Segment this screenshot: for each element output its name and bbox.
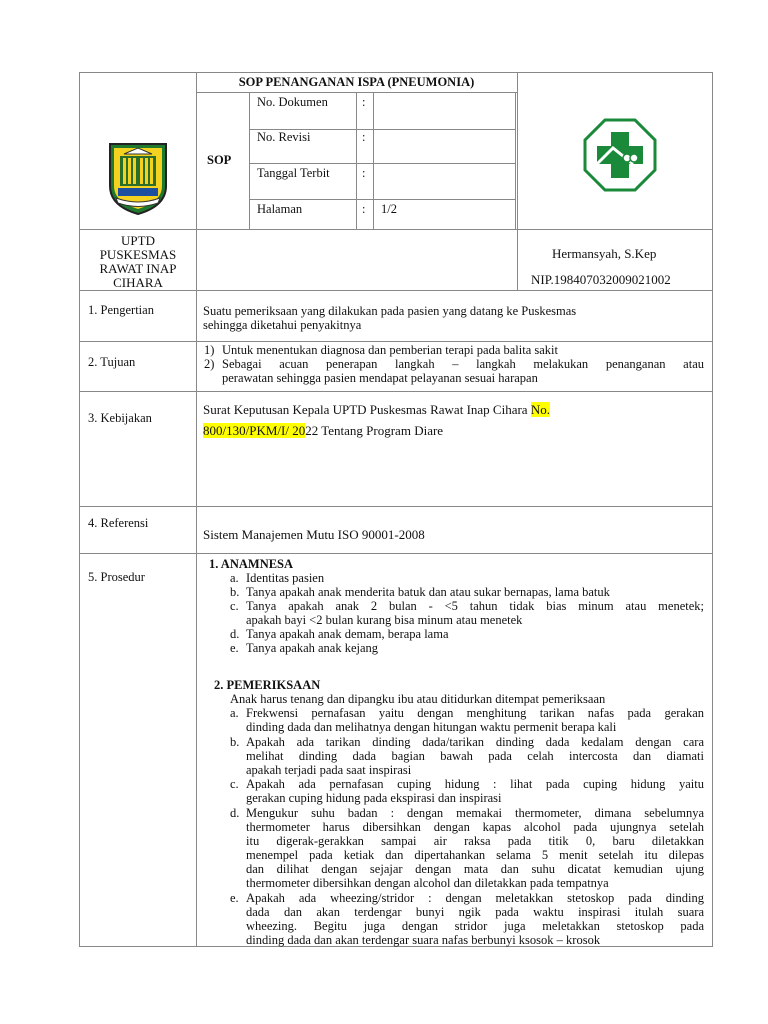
pemeriksaan-intro: Anak harus tenang dan dipangku ibu atau ditidurkan ditempat pemeriksaan <box>230 692 606 706</box>
text-segment: 22 Tentang Program Diare <box>305 423 444 438</box>
text-line: gerakan cuping hidung pada ekspirasi dan inspirasi <box>246 791 502 805</box>
text-line: menempel pada ketiak dan dipertahankan selama 5 menit setelah itu dilepas <box>246 848 704 862</box>
sop-label: SOP <box>207 153 232 167</box>
org-name <box>80 234 196 290</box>
text-line: melihat dinding dada bagian bawah pada celah intercosta dan diamati <box>246 749 704 763</box>
text-line: Tanya apakah anak demam, berapa lama <box>246 627 449 641</box>
org-line: CIHARA <box>113 275 163 290</box>
label-tujuan: 2. Tujuan <box>88 355 136 369</box>
label-prosedur: 5. Prosedur <box>88 570 145 584</box>
field-label-tanggal-terbit: Tanggal Terbit <box>257 166 330 180</box>
field-colon: : <box>362 130 366 144</box>
field-label-no-dokumen: No. Dokumen <box>257 95 328 109</box>
pengertian-text <box>203 304 703 332</box>
text-line: Tanya apakah anak 2 bulan - <5 tahun tidak bias minum atau menetek; <box>246 599 704 613</box>
highlighted-text: 800/130/PKM/I/ 20 <box>203 423 306 438</box>
list-letter: d. <box>230 627 240 641</box>
regency-crest-icon <box>104 140 172 216</box>
text-line: perawatan sehingga pasien mendapat pelayanan sesuai harapan <box>222 371 538 385</box>
text-line: dan dilihat dengan sejajar dengan mata dan suhu dicatat kemudian ujung <box>246 862 704 876</box>
text-line: Mengukur suhu badan : dengan memakai thermometer, dimana sebelumnya <box>246 806 704 820</box>
list-letter: c. <box>230 777 239 791</box>
org-line: UPTD <box>121 233 155 248</box>
text-line: Frekwensi pernafasan yaitu dengan menghitung tarikan nafas pada gerakan <box>246 706 704 720</box>
anamnesa-heading: 1. ANAMNESA <box>209 557 294 571</box>
text-line: Apakah ada wheezing/stridor : dengan meletakkan stetoskop pada dinding <box>246 891 704 905</box>
list-letter: d. <box>230 806 240 820</box>
text-line: itu digerak-gerakkan sampai air raksa pada titik 0, baru diletakkan <box>246 834 704 848</box>
field-label-no-revisi: No. Revisi <box>257 130 311 144</box>
label-referensi: 4. Referensi <box>88 516 149 530</box>
list-letter: a. <box>230 706 239 720</box>
list-letter: b. <box>230 735 240 749</box>
text-line: apakah terjadi pada saat inspirasi <box>246 763 412 777</box>
signer-name: Hermansyah, S.Kep <box>552 246 657 261</box>
text-line: Identitas pasien <box>246 571 325 585</box>
label-pengertian: 1. Pengertian <box>88 303 154 317</box>
text-line: dada dan akan terdengar bunyi ngik pada waktu inspirasi itulah suara <box>246 905 704 919</box>
org-line: RAWAT INAP <box>99 261 177 276</box>
field-label-halaman: Halaman <box>257 202 303 216</box>
text-line: Apakah ada pernafasan cuping hidung : lihat pada cuping hidung yaitu <box>246 777 704 791</box>
text-line: thermometer dibersihkan dengan alcohol dan diletakkan pada tempatnya <box>246 876 609 890</box>
list-letter: c. <box>230 599 239 613</box>
list-letter: e. <box>230 641 239 655</box>
list-letter: a. <box>230 571 239 585</box>
signer-nip: NIP.198407032009021002 <box>531 272 671 287</box>
org-line: PUSKESMAS <box>99 247 177 262</box>
kebijakan-text <box>203 400 708 441</box>
text-line: thermometer harus dibersihkan dengan kapas alcohol pada ujungnya setelah <box>246 820 704 834</box>
text-line: Apakah ada tarikan dinding dada/tarikan dinding dada kedalam dengan cara <box>246 735 704 749</box>
pemeriksaan-heading: 2. PEMERIKSAAN <box>214 678 321 692</box>
list-number: 2) <box>204 357 215 371</box>
puskesmas-green-cross-icon <box>583 118 657 192</box>
text-line: dinding dada dan melihatnya dengan hitungan waktu permenit berapa kali <box>246 720 617 734</box>
label-kebijakan: 3. Kebijakan <box>88 411 152 425</box>
field-colon: : <box>362 202 366 216</box>
text-line: Tanya apakah anak kejang <box>246 641 379 655</box>
text-line: Tanya apakah anak menderita batuk dan atau sukar bernapas, lama batuk <box>246 585 610 599</box>
document-title: SOP PENANGANAN ISPA (PNEUMONIA) <box>238 75 475 89</box>
text-line: apakah bayi <2 bulan kurang bisa minum atau menetek <box>246 613 523 627</box>
text-line: wheezing. Begitu juga dengan stridor juga meletakkan stetoskop pada <box>246 919 704 933</box>
highlighted-text: No. <box>530 402 550 417</box>
list-letter: b. <box>230 585 240 599</box>
text-line: Suatu pemeriksaan yang dilakukan pada pasien yang datang ke Puskesmas <box>203 304 577 318</box>
text-segment: Surat Keputusan Kepala UPTD Puskesmas Rawat Inap Cihara <box>203 402 531 417</box>
list-letter: e. <box>230 891 239 905</box>
field-value-halaman: 1/2 <box>381 202 397 216</box>
referensi-text: Sistem Manajemen Mutu ISO 90001-2008 <box>203 527 425 542</box>
text-line: sehingga diketahui penyakitnya <box>203 318 362 332</box>
text-line: Sebagai acuan penerapan langkah – langkah melakukan penanganan atau <box>222 357 704 371</box>
field-colon: : <box>362 95 366 109</box>
list-number: 1) <box>204 343 215 357</box>
text-line: Untuk menentukan diagnosa dan pemberian terapi pada balita sakit <box>222 343 558 357</box>
left-logo <box>104 140 172 216</box>
text-line: dinding dada dan akan terdengar suara nafas berbunyi ksosok – krosok <box>246 933 601 947</box>
field-colon: : <box>362 166 366 180</box>
right-logo <box>583 118 657 192</box>
